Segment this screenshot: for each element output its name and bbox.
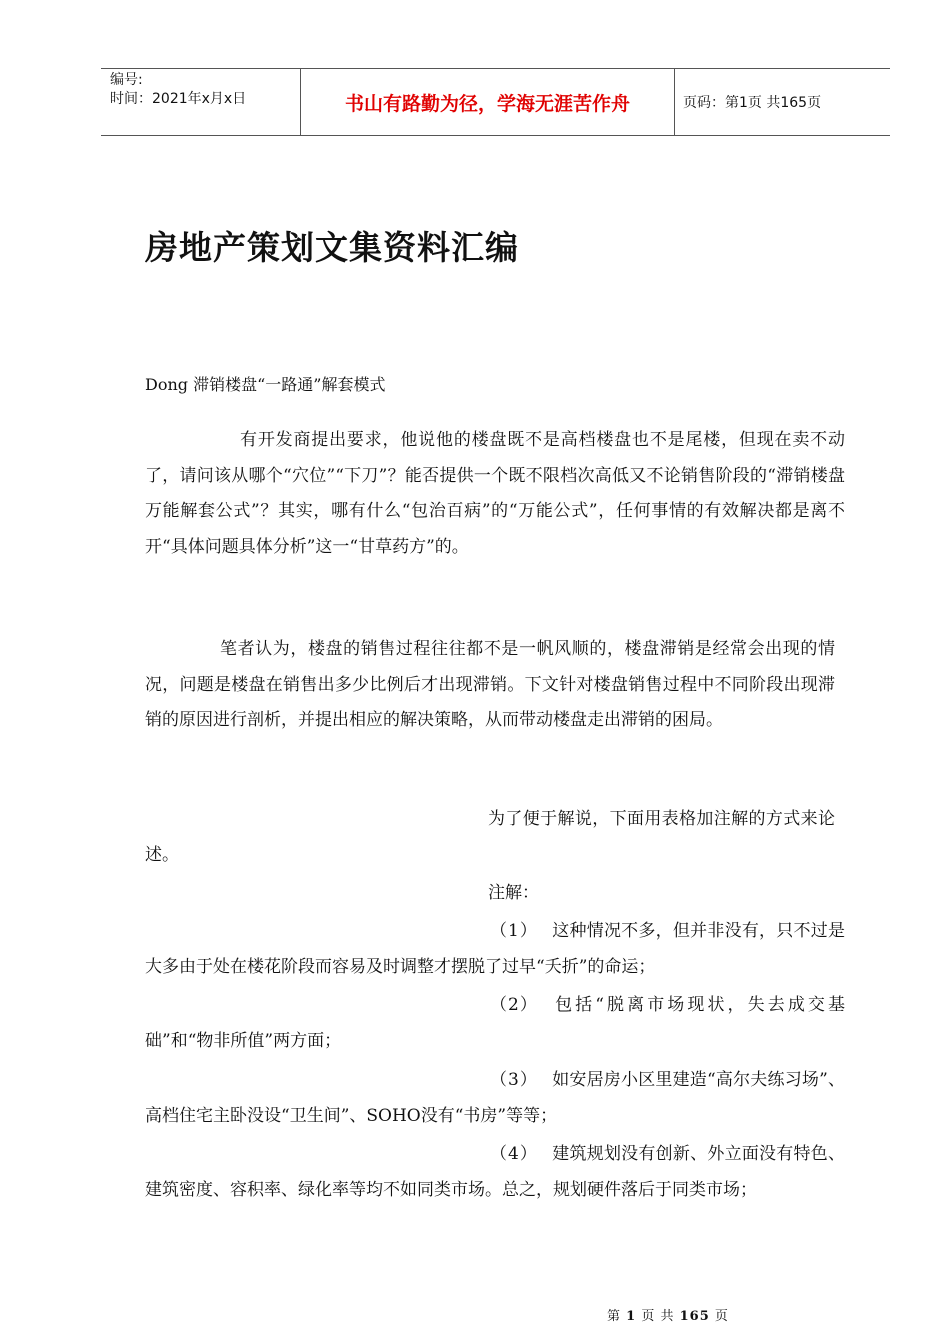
article-subtitle: Dong 滞销楼盘“一路通”解套模式 (145, 375, 386, 394)
note-item (145, 1136, 845, 1208)
footer-prefix: 第 (607, 1309, 622, 1324)
time-label: 时间：2021年x月x日 (110, 91, 247, 107)
note-text: 建筑规划没有创新、外立面没有特色、建筑密度、容积率、绿化率等均不如同类市场。总之，规划硬件落后于同类市场； (145, 1144, 845, 1200)
note-number: （4） (490, 1144, 538, 1164)
note-number: （1） (490, 921, 538, 941)
note-item (145, 913, 845, 985)
page-header (101, 68, 890, 136)
note-number: （3） (490, 1070, 538, 1090)
header-motto: 书山有路勤为径，学海无涯苦作舟 (301, 69, 675, 135)
document-title: 房地产策划文集资料汇编 (145, 228, 519, 267)
note-text: 这种情况不多，但并非没有，只不过是大多由于处在楼花阶段而容易及时调整才摆脱了过早“夭折”的命运； (145, 921, 845, 977)
footer-suffix: 页 (714, 1309, 729, 1324)
notes-label: 注解： (488, 883, 539, 903)
header-page-info: 页码：第1页 共165页 (683, 95, 822, 111)
footer-middle: 页 共 (641, 1309, 675, 1324)
header-meta (101, 69, 301, 135)
paragraph-method: 为了便于解说，下面用表格加注解的方式来论述。 (145, 809, 835, 865)
paragraph-intro: 有开发商提出要求，他说他的楼盘既不是高档楼盘也不是尾楼，但现在卖不动了，请问该从哪个“穴位”“下刀”？能否提供一个既不限档次高低又不论销售阶段的“滞销楼盘万能解套公式”？其实，哪有什么“包治百病”的“万能公式”，任何事情的有效解决都是离不开“具体问题具体分析”这一“甘草药方”的。 (145, 430, 845, 557)
note-text: 包括“脱离市场现状，失去成交基础”和“物非所值”两方面； (145, 995, 845, 1051)
note-number: （2） (490, 995, 538, 1015)
note-text: 如安居房小区里建造“高尔夫练习场”、高档住宅主卧没设“卫生间”、SOHO没有“书房”等等； (145, 1070, 845, 1126)
paragraph-analysis: 笔者认为，楼盘的销售过程往往都不是一帆风顺的，楼盘滞销是经常会出现的情况，问题是楼盘在销售出多少比例后才出现滞销。下文针对楼盘销售过程中不同阶段出现滞销的原因进行剖析，并提出相应的解决策略，从而带动楼盘走出滞销的困局。 (145, 639, 835, 730)
number-label: 编号: (110, 72, 143, 88)
footer-page-number: 1 (626, 1309, 637, 1324)
page-footer (607, 1305, 729, 1324)
note-item (145, 987, 845, 1059)
footer-total-pages: 165 (679, 1309, 710, 1324)
note-item (145, 1062, 845, 1134)
